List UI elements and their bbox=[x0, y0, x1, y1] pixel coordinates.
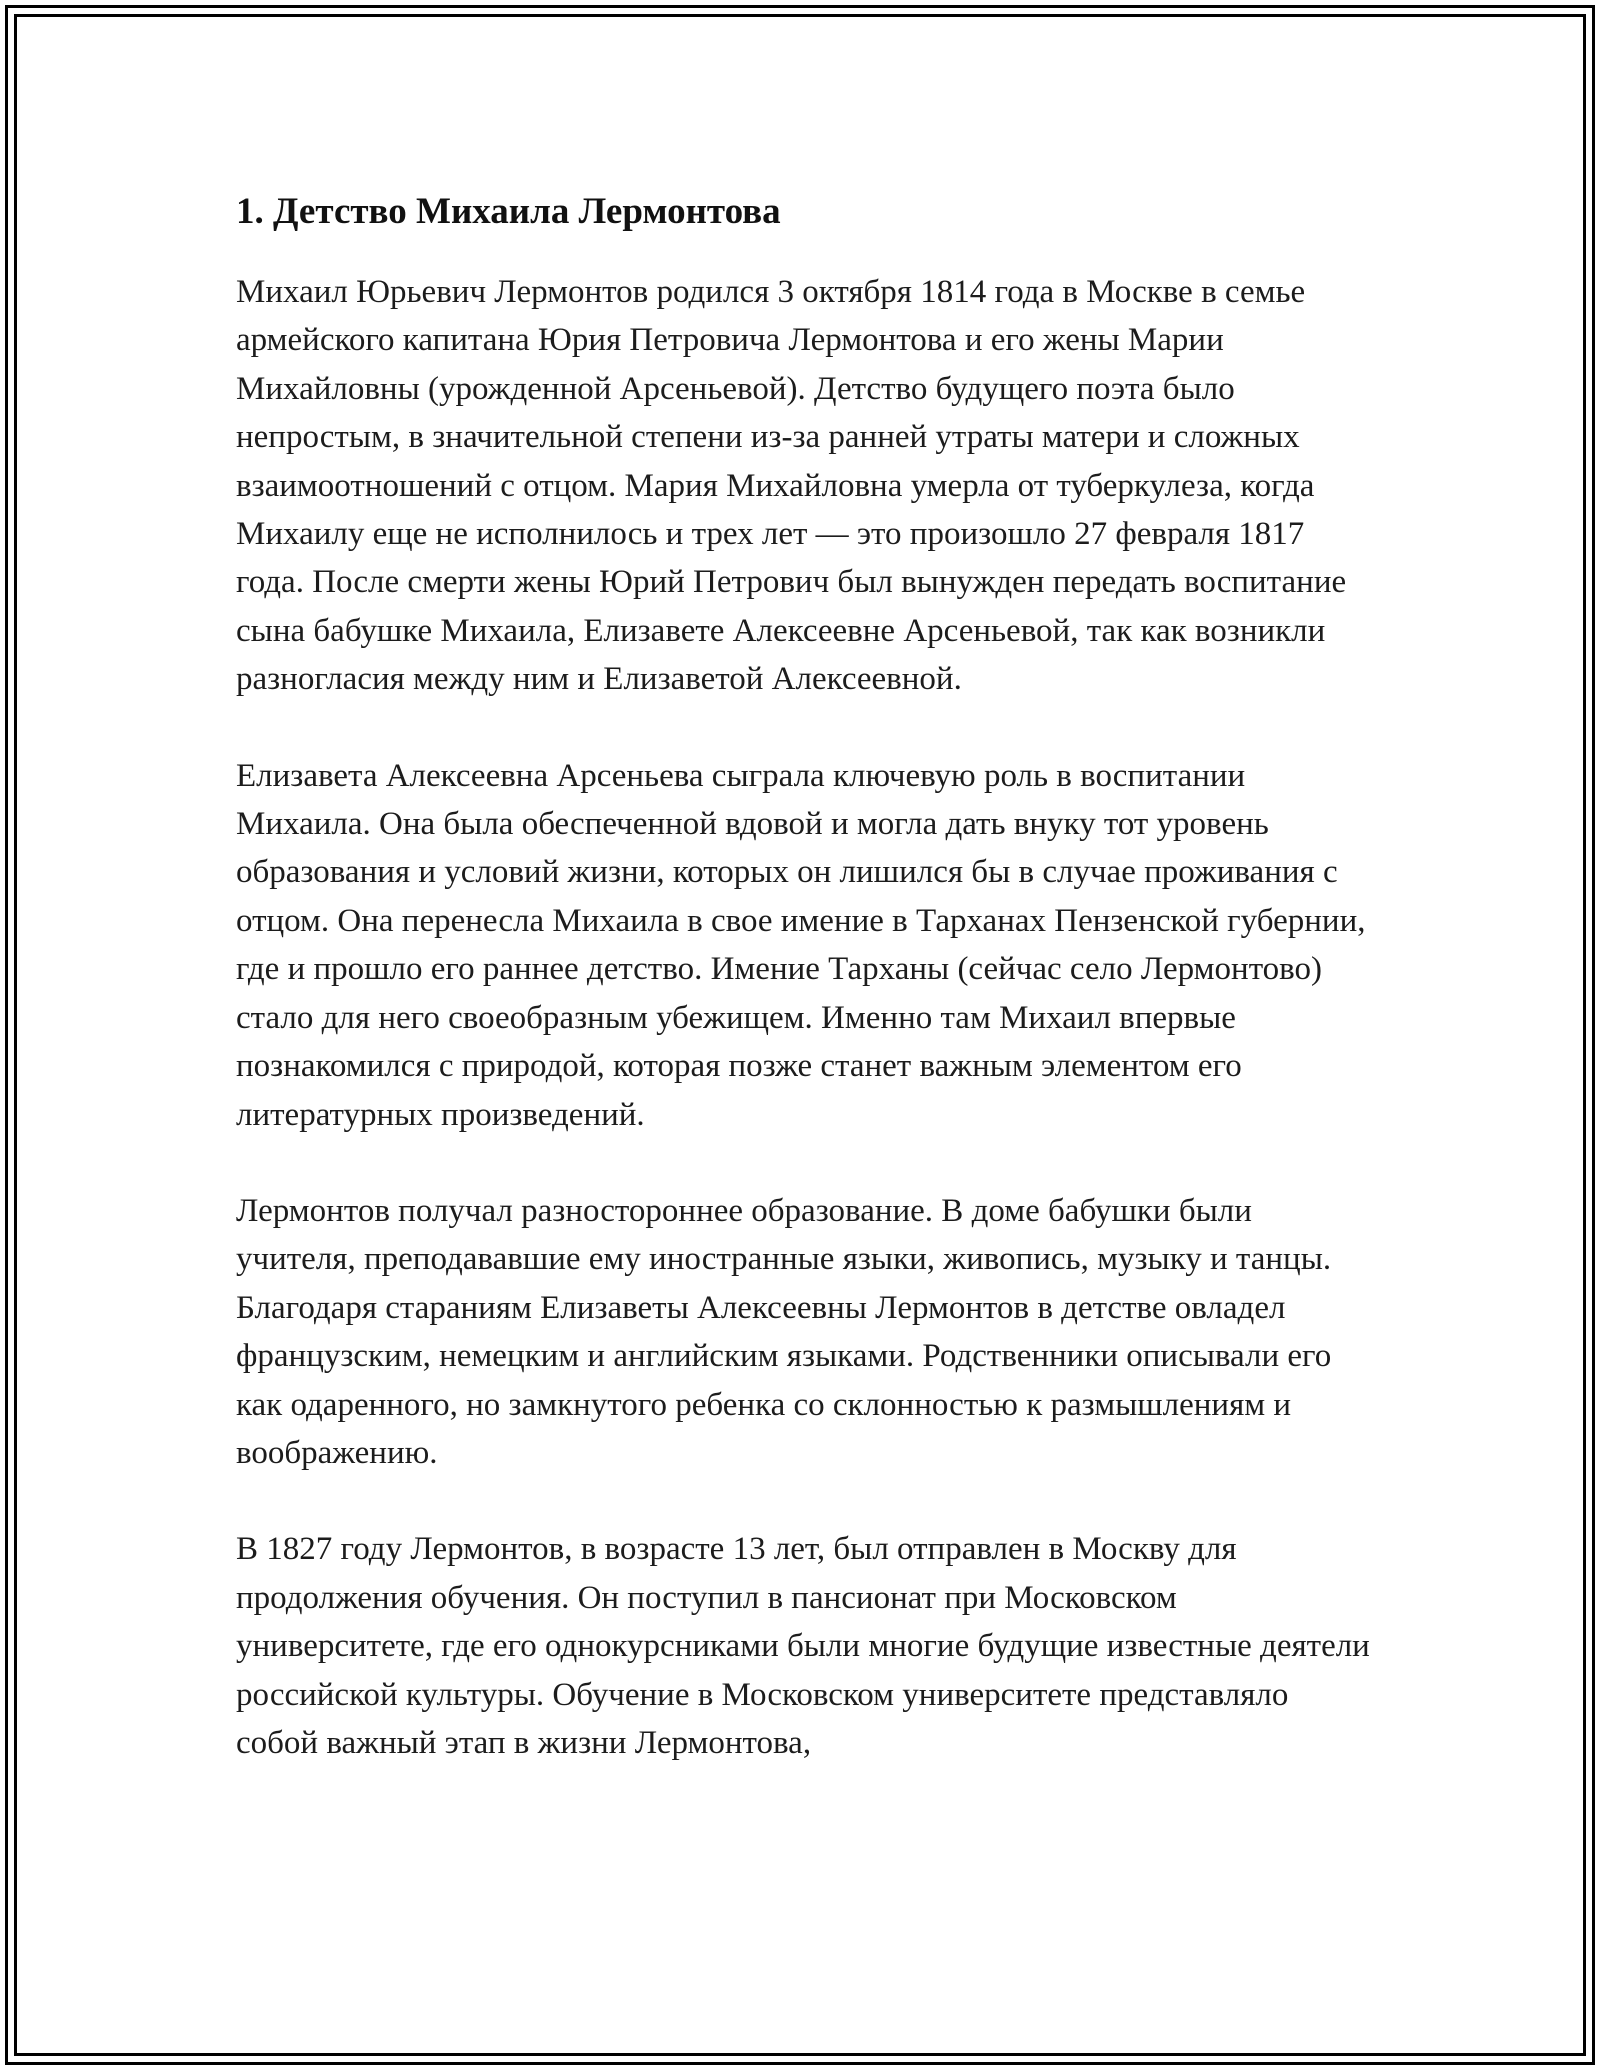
document-body bbox=[236, 188, 1376, 1815]
paragraph-3: Лермонтов получал разностороннее образование. В доме бабушки были учителя, преподававшие ему иностранные языки, живопись, музыку и танцы. Благодаря стараниям Елизаветы Алексеевны Лермонтов в детстве овладел французским, немецким и английским языками. Родственники описывали его как одаренного, но замкнутого ребенка со склонностью к размышлениям и воображению. bbox=[236, 1192, 1332, 1471]
paragraph-2: Елизавета Алексеевна Арсеньева сыграла ключевую роль в воспитании Михаила. Она была обеспеченной вдовой и могла дать внуку тот уровень образования и условий жизни, которых он лишился бы в случае проживания с отцом. Она перенесла Михаила в свое имение в Тарханах Пензенской губернии, где и прошло его раннее детство. Имение Тарханы (сейчас село Лермонтово) стало для него своеобразным убежищем. Именно там Михаил впервые познакомился с природой, которая позже станет важным элементом его литературных произведений. bbox=[236, 757, 1366, 1133]
section-heading: 1. Детство Михаила Лермонтова bbox=[236, 191, 781, 232]
paragraph-4: В 1827 году Лермонтов, в возрасте 13 лет, был отправлен в Москву для продолжения обучения. Он поступил в пансионат при Московском университете, где его однокурсниками были многие будущие известные деятели российской культуры. Обучение в Московском университете представляло собой важный этап в жизни Лермонтова, bbox=[236, 1531, 1370, 1761]
paragraph-1: Михаил Юрьевич Лермонтов родился 3 октября 1814 года в Москве в семье армейского капитана Юрия Петровича Лермонтова и его жены Марии Михайловны (урожденной Арсеньевой). Детство будущего поэта было непростым, в значительной степени из-за ранней утраты матери и сложных взаимоотношений с отцом. Мария Михайловна умерла от туберкулеза, когда Михаилу еще не исполнилось и трех лет — это произошло 27 февраля 1817 года. После смерти жены Юрий Петрович был вынужден передать воспитание сына бабушке Михаила, Елизавете Алексеевне Арсеньевой, так как возникли разногласия между ним и Елизаветой Алексеевной. bbox=[236, 274, 1347, 698]
